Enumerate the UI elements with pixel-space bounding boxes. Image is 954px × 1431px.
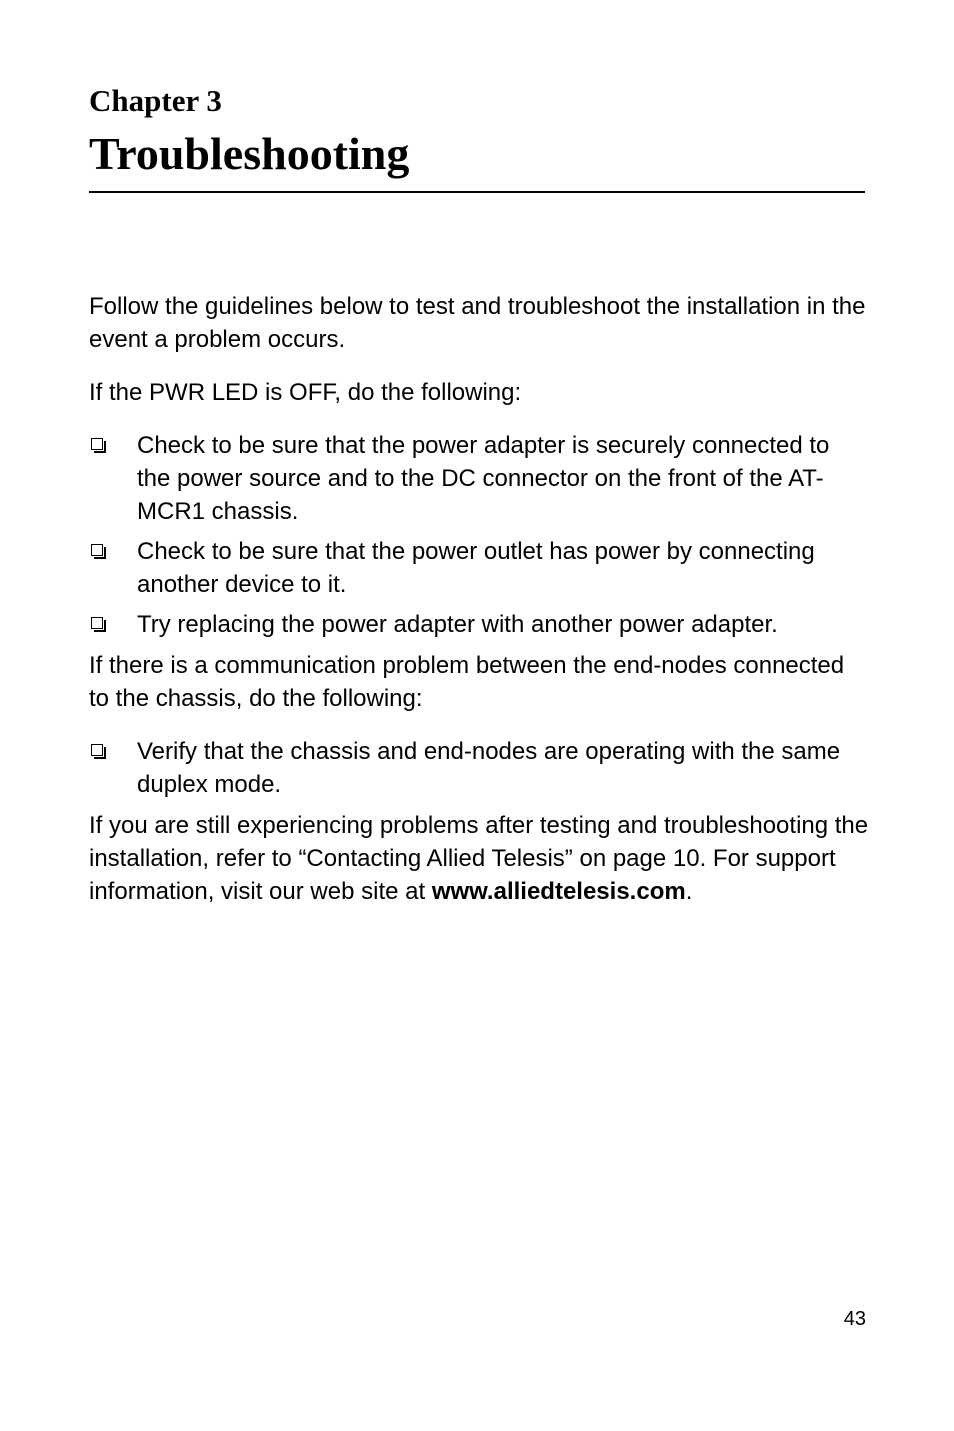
website-link[interactable]: www.alliedtelesis.com xyxy=(431,878,686,905)
list-item xyxy=(89,429,869,528)
checkbox-bullet-icon xyxy=(91,744,103,756)
closing-text: If you are still experiencing problems after testing and troubleshooting the installation, refer to “Contacting Allied Telesis” on page 10. For support information, visit our web site at xyxy=(89,812,869,905)
page-number: 43 xyxy=(843,1308,866,1330)
checkbox-bullet-icon xyxy=(91,544,103,556)
closing-period: . xyxy=(685,878,693,905)
list-item-text: Try replacing the power adapter with another power adapter. xyxy=(137,611,778,638)
list-item xyxy=(89,608,869,641)
comm-problem-lead: If there is a communication problem between the end-nodes connected to the chassis, do the following: xyxy=(89,652,845,712)
closing-paragraph xyxy=(89,809,869,908)
comm-checklist xyxy=(89,735,869,801)
intro-paragraph: Follow the guidelines below to test and troubleshoot the installation in the event a problem occurs. xyxy=(89,293,866,353)
list-item xyxy=(89,535,869,601)
checkbox-bullet-icon xyxy=(91,438,103,450)
chapter-label: Chapter 3 xyxy=(89,83,222,118)
list-item-text: Verify that the chassis and end-nodes are operating with the same duplex mode. xyxy=(137,738,841,798)
chapter-title: Troubleshooting xyxy=(89,128,410,179)
checkbox-bullet-icon xyxy=(91,617,103,629)
pwr-led-checklist xyxy=(89,429,869,641)
list-item-text: Check to be sure that the power outlet has power by connecting another device to it. xyxy=(137,538,815,598)
list-item-text: Check to be sure that the power adapter is securely connected to the power source and to the DC connector on the front of the AT-MCR1 chassis. xyxy=(137,432,830,525)
pwr-led-lead: If the PWR LED is OFF, do the following: xyxy=(89,379,522,406)
list-item xyxy=(89,735,869,801)
title-divider xyxy=(89,191,865,193)
main-content xyxy=(89,290,869,908)
